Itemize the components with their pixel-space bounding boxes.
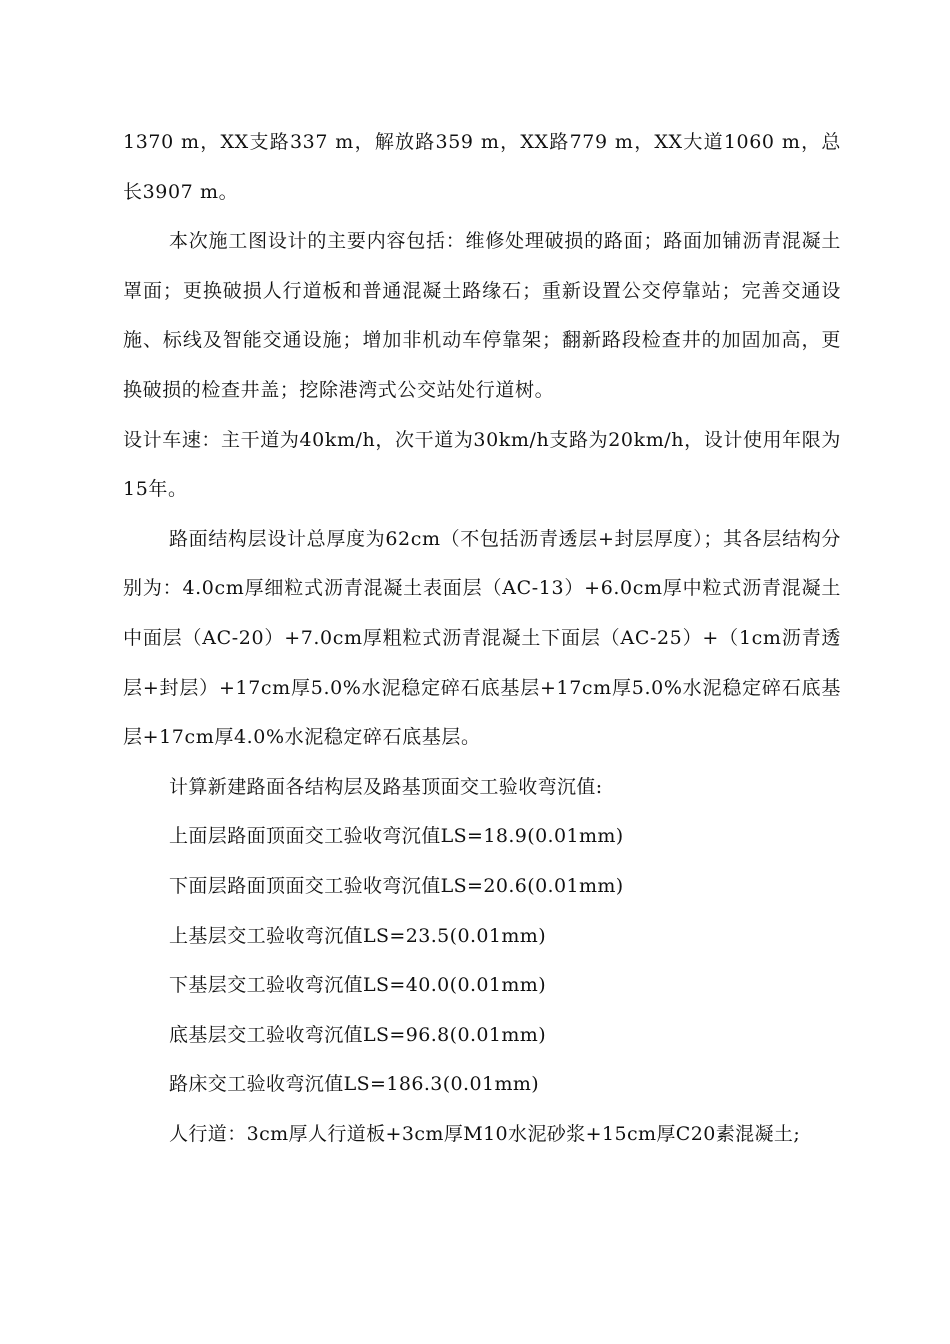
line-upper-base-deflection: 上基层交工验收弯沉值LS=23.5(0.01mm) <box>169 924 547 947</box>
paragraph-design-speed: 设计车速：主干道为40km/h，次干道为30km/h支路为20km/h，设计使用年限为15年。 <box>123 428 841 501</box>
document-body <box>123 118 841 1159</box>
line-lower-base-deflection: 下基层交工验收弯沉值LS=40.0(0.01mm) <box>169 974 547 997</box>
line-sidewalk-structure: 人行道：3cm厚人行道板+3cm厚M10水泥砂浆+15cm厚C20素混凝土; <box>169 1122 801 1145</box>
line-roadbed-deflection: 路床交工验收弯沉值LS=186.3(0.01mm) <box>169 1073 540 1096</box>
line-upper-surface-deflection: 上面层路面顶面交工验收弯沉值LS=18.9(0.01mm) <box>169 825 624 848</box>
paragraph-road-lengths: 1370 m，XX支路337 m，解放路359 m，XX路779 m，XX大道1060 m，总长3907 m。 <box>123 131 841 203</box>
line-deflection-heading: 计算新建路面各结构层及路基顶面交工验收弯沉值: <box>169 775 603 798</box>
paragraph-pavement-structure: 路面结构层设计总厚度为62cm（不包括沥青透层+封层厚度）；其各层结构分别为：4.0cm厚细粒式沥青混凝土表面层（AC-13）+6.0cm厚中粒式沥青混凝土中面层（AC-20）+7.0cm厚粗粒式沥青混凝土下面层（AC-25）+（1cm沥青透层+封层）+17cm厚5.0%水泥稳定碎石底基层+17cm厚5.0%水泥稳定碎石底基层+17cm厚4.0%水泥稳定碎石底基层。 <box>123 527 841 749</box>
line-subbase-deflection: 底基层交工验收弯沉值LS=96.8(0.01mm) <box>169 1023 547 1046</box>
line-lower-surface-deflection: 下面层路面顶面交工验收弯沉值LS=20.6(0.01mm) <box>169 874 624 897</box>
paragraph-design-scope: 本次施工图设计的主要内容包括：维修处理破损的路面；路面加铺沥青混凝土罩面；更换破损人行道板和普通混凝土路缘石；重新设置公交停靠站；完善交通设施、标线及智能交通设施；增加非机动车停靠架；翻新路段检查井的加固加高，更换破损的检查井盖；挖除港湾式公交站处行道树。 <box>123 230 841 401</box>
